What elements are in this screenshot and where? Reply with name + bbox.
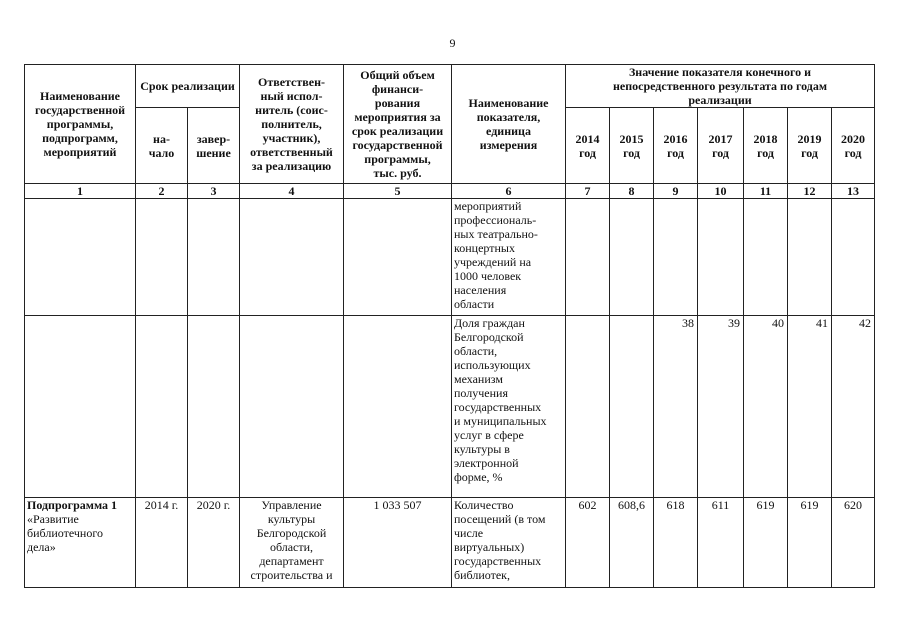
start-cell: 2014 г. — [136, 498, 188, 588]
header-indicator: Наименование показателя, единица измерения — [452, 65, 566, 184]
indicator-cell: мероприятий профессиональ- ных театрально- концертных учреждений на 1000 человек населения области — [452, 199, 566, 316]
value-cell: 39 — [698, 316, 744, 498]
header-year: 2019 год — [788, 108, 832, 184]
subprogram-name: «Развитие библиотечного дела» — [27, 512, 103, 554]
funding-cell — [344, 199, 452, 316]
header-year: 2020 год — [832, 108, 875, 184]
header-year: 2014 год — [566, 108, 610, 184]
value-cell: 620 — [832, 498, 875, 588]
funding-cell: 1 033 507 — [344, 498, 452, 588]
column-number: 12 — [788, 184, 832, 199]
column-number-row — [25, 184, 875, 199]
header-term: Срок реализации — [136, 65, 240, 108]
header-year: 2017 год — [698, 108, 744, 184]
page-number: 9 — [449, 36, 456, 50]
value-cell: 618 — [654, 498, 698, 588]
value-cell: 41 — [788, 316, 832, 498]
column-number: 13 — [832, 184, 875, 199]
program-table — [24, 64, 875, 588]
program-cell — [25, 199, 136, 316]
value-cell — [610, 316, 654, 498]
header-values: Значение показателя конечного и непосредственного результата по годам реализации — [566, 65, 875, 108]
column-number: 7 — [566, 184, 610, 199]
header-year: 2016 год — [654, 108, 698, 184]
value-cell — [832, 199, 875, 316]
value-cell: 608,6 — [610, 498, 654, 588]
column-number: 9 — [654, 184, 698, 199]
column-number: 6 — [452, 184, 566, 199]
header-year: 2015 год — [610, 108, 654, 184]
header-funding: Общий объем финанси- рования мероприятия за срок реализации государственной программы, тыс. руб. — [344, 65, 452, 184]
value-cell — [744, 199, 788, 316]
value-cell: 42 — [832, 316, 875, 498]
header-end: завер- шение — [188, 108, 240, 184]
column-number: 11 — [744, 184, 788, 199]
value-cell — [698, 199, 744, 316]
indicator-cell: Доля граждан Белгородской области, использующих механизм получения государственных и муниципальных услуг в сфере культуры в электронной форме, % — [452, 316, 566, 498]
end-cell — [188, 316, 240, 498]
program-cell — [25, 498, 136, 588]
header-program-name: Наименование государственной программы, подпрограмм, мероприятий — [25, 65, 136, 184]
end-cell: 2020 г. — [188, 498, 240, 588]
responsible-cell: Управление культуры Белгородской области, департамент строительства и — [240, 498, 344, 588]
value-cell — [566, 199, 610, 316]
header-year: 2018 год — [744, 108, 788, 184]
program-cell — [25, 316, 136, 498]
column-number: 4 — [240, 184, 344, 199]
value-cell: 619 — [744, 498, 788, 588]
start-cell — [136, 316, 188, 498]
column-number: 1 — [25, 184, 136, 199]
column-number: 5 — [344, 184, 452, 199]
value-cell — [654, 199, 698, 316]
funding-cell — [344, 316, 452, 498]
indicator-cell: Количество посещений (в том числе виртуальных) государственных библиотек, — [452, 498, 566, 588]
value-cell — [566, 316, 610, 498]
value-cell — [610, 199, 654, 316]
value-cell: 602 — [566, 498, 610, 588]
header-responsible: Ответствен- ный испол- нитель (соис- полнитель, участник), ответственный за реализацию — [240, 65, 344, 184]
column-number: 2 — [136, 184, 188, 199]
end-cell — [188, 199, 240, 316]
value-cell: 38 — [654, 316, 698, 498]
header-start: на- чало — [136, 108, 188, 184]
responsible-cell — [240, 316, 344, 498]
table-row — [25, 199, 875, 316]
responsible-cell — [240, 199, 344, 316]
column-number: 10 — [698, 184, 744, 199]
value-cell: 619 — [788, 498, 832, 588]
table-row — [25, 316, 875, 498]
start-cell — [136, 199, 188, 316]
value-cell: 40 — [744, 316, 788, 498]
column-number: 3 — [188, 184, 240, 199]
subprogram-title: Подпрограмма 1 — [27, 498, 118, 512]
column-number: 8 — [610, 184, 654, 199]
value-cell: 611 — [698, 498, 744, 588]
value-cell — [788, 199, 832, 316]
table-row — [25, 498, 875, 588]
